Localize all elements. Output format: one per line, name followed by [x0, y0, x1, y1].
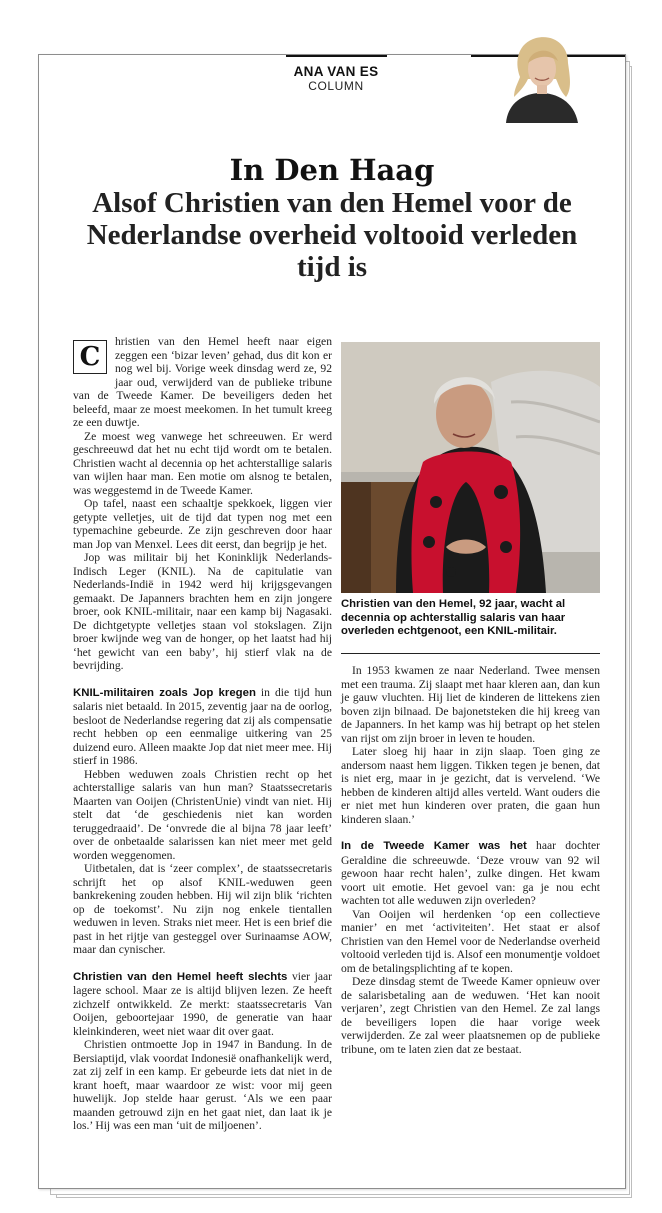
section-lead-in: In de Tweede Kamer was het	[341, 840, 527, 852]
article-column-left	[73, 335, 332, 1165]
paragraph: Ze moest weg vanwege het schreeuwen. Er werd geschreeuwd dat het nu echt tijd wordt om te betalen. Christien wacht al decennia op het achterstallige salaris van wijlen haar man. Een motie om alsnog te betalen, was weggestemd in de Tweede Kamer.	[73, 429, 332, 497]
section-paragraph	[73, 970, 332, 1039]
paragraph: Van Ooijen wil herdenken ‘op een collectieve manier’ en met ‘activiteiten’. Het staat er alsof Christien van den Hemel voor de Nederlandse overheid voltooid verleden tijd is. Alsof een monumentje voldoet om de betalingsplichting af te kopen.	[341, 907, 600, 975]
author-name: ANA VAN ES	[293, 64, 379, 79]
paragraph: Uitbetalen, dat is ‘zeer complex’, de staatssecretaris schrijft het op alsof KNIL-weduwen geen bankrekening zouden hebben. Hij wil zijn blik ‘richten op de toekomst’. Nu zijn nog enkele tientallen weduwen in leven. Straks niet meer. Het is een brief die past in het rijtje van gesteggel over Surinaamse AOW, maar dan cynischer.	[73, 862, 332, 956]
photo-caption: Christien van den Hemel, 92 jaar, wacht al decennia op achterstallig salaris van haar overleden echtgenoot, een KNIL-militair.	[341, 598, 566, 637]
section-paragraph	[73, 686, 332, 768]
paragraph: Op tafel, naast een schaaltje spekkoek, liggen vier getypte velletjes, uit de tijd dat typen nog met een typemachine gebeurde. Ze zijn geschreven door haar man Jop van Menxel. Lees dit eerst, dan begrijp je het.	[73, 497, 332, 551]
section-text: vier jaar lagere school. Maar ze is altijd blijven lezen. Ze heeft zichzelf ontwikkeld. Ze merkt: staatssecretaris Van Ooijen, geboortejaar 1990, de generatie van haar kleinkinderen, weet niet waar dit over gaat.	[73, 969, 332, 1038]
section-lead-in: KNIL-militairen zoals Jop kregen	[73, 686, 256, 699]
paragraph: Hebben weduwen zoals Christien recht op het achterstallige salaris van hun man? Staatssecretaris Maarten van Ooijen (ChristenUnie) vindt van niet. Hij stelt dat ‘de geschiedenis niet kan worden teruggedraaid’. De ‘onvrede die al bijna 78 jaar leeft’ over de onbetaalde salarissen kan niet meer met geld worden weggenomen.	[73, 767, 332, 862]
intro-text: hristien van den Hemel heeft naar eigen zeggen een ‘bizar leven’ gehad, dus dit kon er nog wel bij. Vorige week dinsdag werd ze, 92 jaar oud, verwijderd van de publieke tribune van de Tweede Kamer. De beveiligers deden het beleefd, maar ze moest meekomen. In het tumult kreeg ze een duwtje.	[73, 335, 332, 429]
article-column-right	[341, 664, 600, 1164]
section-text: in die tijd hun salaris niet betaald. In 2015, zeventig jaar na de oorlog, besloot de Nederlandse regering dat zij als compensatie recht hebben op een eenmalige uitkering van 25 duizend euro. Alleen maakte Jop dat niet meer mee. Hij stierf in 1986.	[73, 685, 332, 767]
article-photo	[341, 342, 600, 593]
author-block	[271, 64, 401, 94]
caption-rule	[341, 653, 600, 654]
title-block	[39, 153, 625, 283]
section-text: haar dochter Geraldine die schreeuwde. ‘Deze vrouw van 92 wil gewoon haar recht halen’, zulke dingen. Het kwam voort uit emotie. Het gevoel van: ga je nou echt wachten tot alle weduwen zijn overleden?	[341, 839, 600, 907]
paragraph: Jop was militair bij het Koninklijk Nederlands-Indisch Leger (KNIL). Na de capitulatie van Nederlands-Indië in 1942 werd hij krijgsgevangen gemaakt. De Japanners brachten hem en zijn jongere broer, ook KNIL-militair, naar een kamp bij Nagasaki. De dichtgetypte velletjes staan vol stokslagen. Zijn broer kwijnde weg van de honger, op het laatst had hij ‘het gewicht van een baby’, hij stierf vlak na de bevrijding.	[73, 551, 332, 672]
paragraph-intro	[73, 335, 332, 430]
paragraph: Deze dinsdag stemt de Tweede Kamer opnieuw over de salarisbetaling aan de weduwen. ‘Het kan nooit verjaren’, zegt Christien van den Hemel. Ze zal langs de beveiligers lopen die haar vorige week verwijderden. Ze zal weer plaatsnemen op de publieke tribune, om te laten zien dat ze bestaat.	[341, 975, 600, 1056]
main-headline: Alsof Christien van den Hemel voor de Nederlandse overheid voltooid verleden tijd is	[86, 187, 578, 283]
paragraph: In 1953 kwamen ze naar Nederland. Twee mensen met een trauma. Zij slaapt met haar kleren aan, dan kun je gauw vluchten. Hij liet de kinderen de littekens zien boven zijn bilnaad. De bajonetsteken die hij kreeg van de Japanners. In het kamp was hij betrapt op het stelen van rijst om zijn broer in leven te houden.	[341, 664, 600, 745]
section-lead-in: Christien van den Hemel heeft slechts	[73, 970, 288, 983]
paragraph: Christien ontmoette Jop in 1947 in Bandung. In de Bersiaptijd, vlak voordat Indonesië onafhankelijk werd, zat zij zelf in een kamp. Er gebeurde iets dat niet in de krant hoeft, maar waardoor ze wist: voor mij geen huwelijk. Jop stelde haar gerust. ‘Als we een paar maanden getrouwd zijn en het gaat niet, dan laat ik je los.’ Hij was een man ‘uit de miljoenen’.	[73, 1038, 332, 1132]
kicker-headline: In Den Haag	[229, 153, 435, 187]
author-portrait	[498, 31, 584, 123]
column-label: COLUMN	[308, 79, 364, 93]
section-paragraph	[341, 839, 600, 908]
newspaper-page	[38, 54, 626, 1189]
header-rule-left	[286, 55, 387, 57]
paragraph: Later sloeg hij haar in zijn slaap. Toen ging ze andersom naast hem liggen. Tikken tegen je benen, dat is niet erg, maar in je gezicht, dat is vervelend. ‘We hebben de kinderen altijd alles verteld. Want ouders die er niet met hun kinderen over praten, die gaan hun kinderen slaan.’	[341, 745, 600, 826]
dropcap: C	[73, 340, 107, 374]
